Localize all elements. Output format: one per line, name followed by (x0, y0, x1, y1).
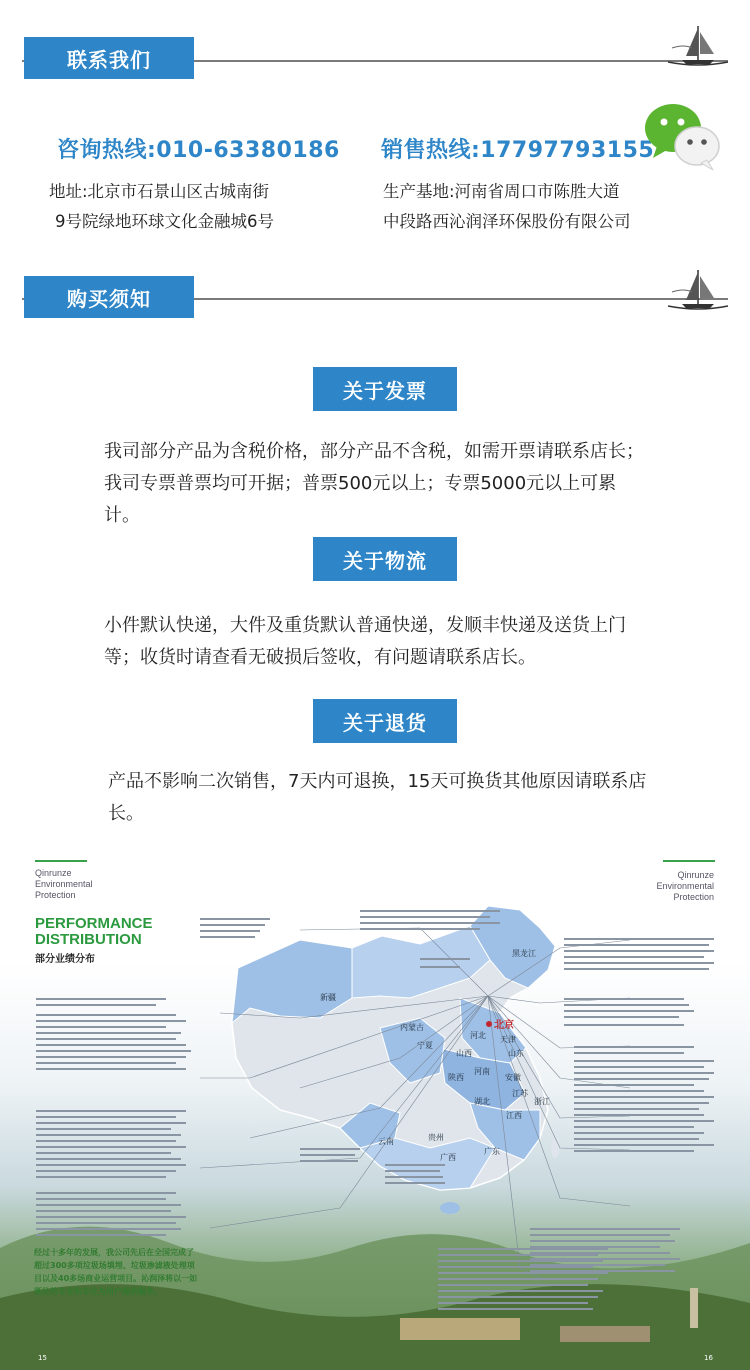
performance-title-cn: 部分业绩分布 (35, 954, 95, 965)
map-label-hubei: 湖北 (474, 1097, 490, 1106)
map-label-henan: 河南 (474, 1067, 490, 1076)
contact-section-tab: 联系我们 (24, 37, 194, 79)
map-label-jiangsu: 江苏 (512, 1089, 528, 1098)
wechat-icon (643, 100, 723, 172)
invoice-heading: 关于发票 (313, 367, 457, 411)
map-label-guizhou: 贵州 (428, 1133, 444, 1142)
performance-banner (0, 848, 750, 1370)
map-label-xinjiang: 新疆 (320, 993, 336, 1002)
brand-left: Qinrunze Environmental Protection (35, 868, 93, 900)
purchase-section-tab: 购买须知 (24, 276, 194, 318)
returns-heading: 关于退货 (313, 699, 457, 743)
returns-text: 产品不影响二次销售，7天内可退换，15天可换货其他原因请联系店长。 (108, 771, 647, 824)
sales-hotline: 销售热线:17797793155 (381, 138, 655, 163)
map-label-zhejiang: 浙江 (534, 1097, 550, 1106)
map-label-neimenggu: 内蒙古 (400, 1023, 424, 1032)
invoice-text: 我司部分产品为含税价格，部分产品不含税，如需开票请联系店长；我司专票普票均可开据；普票500元以上；专票5000元以上可累计。 (104, 441, 644, 526)
address-line-1: 地址:北京市石景山区古城南街 (49, 182, 270, 201)
logistics-text: 小件默认快递，大件及重货默认普通快递，发顺丰快递及送货上门等；收货时请查看无破损后签收，有问题请联系店长。 (104, 615, 626, 668)
map-label-shandong: 山东 (508, 1049, 524, 1058)
map-label-jiangxi: 江西 (506, 1111, 522, 1120)
beijing-marker (486, 1021, 492, 1027)
map-label-tianjin: 天津 (500, 1035, 516, 1044)
company-intro: 经过十多年的发展，我公司先后在全国完成了超过300多项垃圾场填埋、垃圾渗滤液处理项目以及40多场商业运营项目。沁润泽将以一如既往的专业和专注为用户提供服务。 (34, 1248, 198, 1296)
production-base-line-2: 中段路西沁润泽环保股份有限公司 (383, 212, 631, 231)
map-label-guangdong: 广东 (484, 1147, 500, 1156)
logistics-heading: 关于物流 (313, 537, 457, 581)
page-number-right: 16 (704, 1354, 713, 1362)
map-label-anhui: 安徽 (505, 1073, 521, 1082)
brand-accent-line (663, 860, 715, 862)
sailboat-icon (664, 262, 732, 314)
production-base-line-1: 生产基地:河南省周口市陈胜大道 (383, 182, 620, 201)
consult-hotline: 咨询热线:010-63380186 (57, 138, 340, 163)
brand-accent-line (35, 860, 87, 862)
sailboat-icon (664, 18, 732, 70)
map-label-beijing: 北京 (494, 1020, 514, 1031)
address-line-2: 9号院绿地环球文化金融城6号 (55, 212, 274, 231)
performance-title: PERFORMANCE (35, 915, 153, 932)
map-label-heilongjiang: 黑龙江 (512, 949, 536, 958)
distribution-title: DISTRIBUTION (35, 931, 142, 948)
map-label-shanxi: 山西 (456, 1049, 472, 1058)
map-label-guangxi: 广西 (440, 1153, 456, 1162)
map-label-hebei: 河北 (470, 1031, 486, 1040)
map-label-yunnan: 云南 (378, 1137, 394, 1146)
map-label-ningxia: 宁夏 (417, 1041, 433, 1050)
map-label-shaanxi: 陕西 (448, 1073, 464, 1082)
page-number-left: 15 (38, 1354, 47, 1362)
brand-right: Qinrunze Environmental Protection (656, 870, 714, 902)
